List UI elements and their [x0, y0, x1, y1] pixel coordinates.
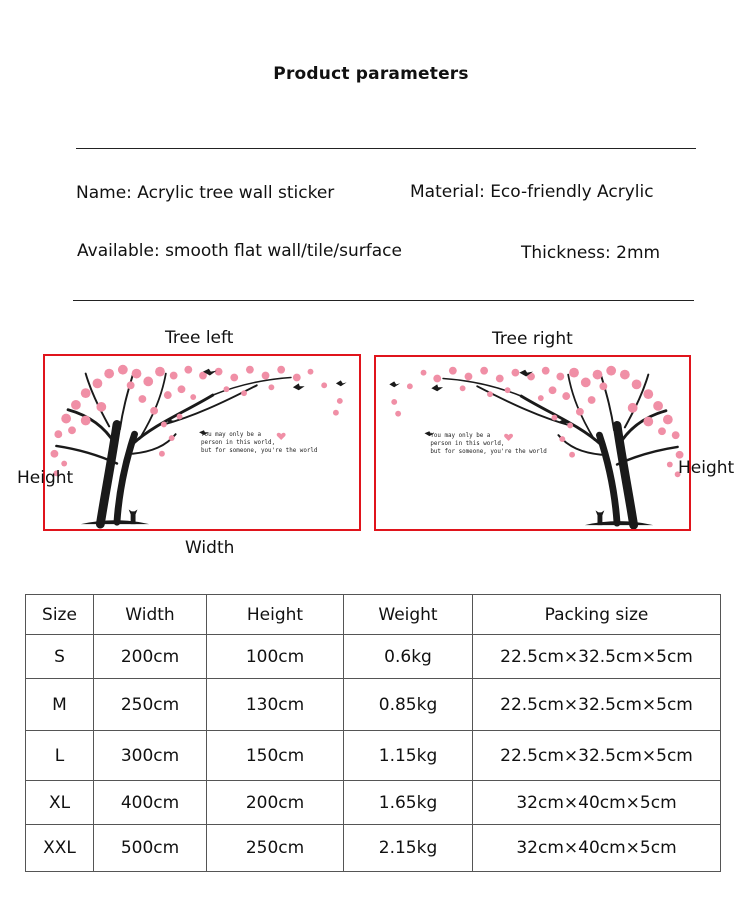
tree-left-label: Tree left	[165, 328, 234, 348]
table-row	[26, 679, 721, 731]
height-label-right: Height	[678, 458, 735, 478]
table-cell: 32cm×40cm×5cm	[473, 825, 721, 872]
table-cell: 250cm	[94, 679, 207, 731]
quote-line-2: person in this world,	[201, 439, 276, 446]
tree-right-illustration	[376, 357, 689, 529]
tree-right-diagram	[374, 355, 691, 531]
table-cell: 1.65kg	[344, 781, 473, 825]
heart-icon	[277, 433, 286, 440]
column-header: Packing size	[473, 595, 721, 635]
table-cell: 130cm	[207, 679, 344, 731]
table-cell: 0.6kg	[344, 635, 473, 679]
table-header-row	[26, 595, 721, 635]
table-cell: 22.5cm×32.5cm×5cm	[473, 731, 721, 781]
param-available: Available: smooth flat wall/tile/surface	[77, 241, 402, 261]
tree-left-diagram	[43, 354, 361, 531]
divider-top	[76, 148, 696, 149]
table-cell: 100cm	[207, 635, 344, 679]
heart-icon	[504, 434, 513, 441]
column-header: Size	[26, 595, 94, 635]
quote-line-3: but for someone, you're the world	[430, 448, 547, 455]
table-cell: 2.15kg	[344, 825, 473, 872]
table-cell: L	[26, 731, 94, 781]
ground-shadow	[585, 521, 653, 525]
table-cell: 1.15kg	[344, 731, 473, 781]
param-name: Name: Acrylic tree wall sticker	[76, 183, 335, 203]
page-title: Product parameters	[273, 64, 469, 84]
table-cell: XL	[26, 781, 94, 825]
table-cell: 250cm	[207, 825, 344, 872]
table-row	[26, 781, 721, 825]
table-cell: 300cm	[94, 731, 207, 781]
table-cell: M	[26, 679, 94, 731]
width-label: Width	[185, 538, 235, 558]
quote-line-2: person in this world,	[430, 440, 505, 447]
column-header: Height	[207, 595, 344, 635]
column-header: Weight	[344, 595, 473, 635]
quote-line-1: You may only be a	[201, 432, 262, 439]
table-cell: 22.5cm×32.5cm×5cm	[473, 679, 721, 731]
table-cell: 22.5cm×32.5cm×5cm	[473, 635, 721, 679]
table-cell: 200cm	[207, 781, 344, 825]
table-cell: 500cm	[94, 825, 207, 872]
divider-bottom	[73, 300, 694, 301]
quote-line-3: but for someone, you're the world	[201, 447, 318, 454]
param-material: Material: Eco-friendly Acrylic	[410, 182, 654, 202]
table-cell: 200cm	[94, 635, 207, 679]
birds	[389, 370, 569, 436]
table-cell: 32cm×40cm×5cm	[473, 781, 721, 825]
table-row	[26, 731, 721, 781]
birds	[166, 369, 347, 435]
table-row	[26, 635, 721, 679]
ground-shadow	[81, 520, 149, 524]
quote-line-1: You may only be a	[430, 433, 491, 440]
column-header: Width	[94, 595, 207, 635]
tree-left-illustration	[45, 356, 359, 529]
tree-right-label: Tree right	[492, 329, 573, 349]
param-thickness: Thickness: 2mm	[521, 243, 661, 263]
table-row	[26, 825, 721, 872]
table-cell: 400cm	[94, 781, 207, 825]
table-cell: S	[26, 635, 94, 679]
height-label-left: Height	[17, 468, 74, 488]
table-cell: XXL	[26, 825, 94, 872]
size-table	[25, 594, 721, 872]
table-cell: 150cm	[207, 731, 344, 781]
table-cell: 0.85kg	[344, 679, 473, 731]
